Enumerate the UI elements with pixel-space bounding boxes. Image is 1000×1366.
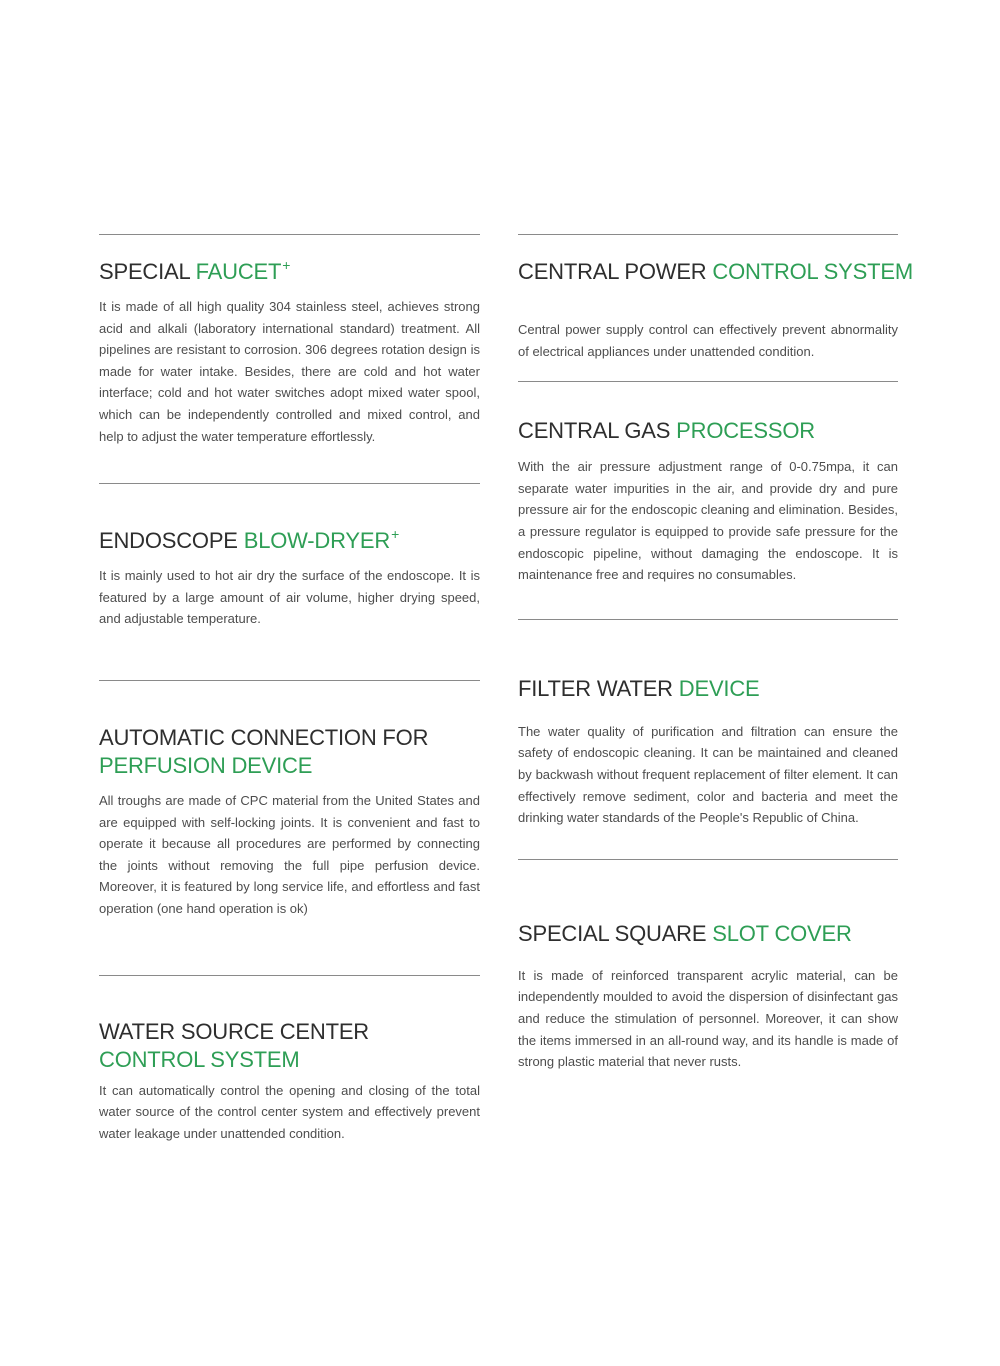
section-central-power	[518, 234, 913, 381]
section-heading	[99, 724, 480, 780]
section-heading	[99, 527, 480, 557]
section-heading-green: FAUCET	[195, 259, 282, 284]
divider	[518, 234, 898, 235]
section-heading-green: PROCESSOR	[676, 418, 815, 444]
section-heading	[518, 675, 898, 703]
divider	[99, 234, 480, 235]
section-heading	[99, 1018, 480, 1074]
section-heading-green: DEVICE	[678, 675, 760, 701]
section-central-gas	[518, 381, 898, 619]
section-body: All troughs are made of CPC material from the United States and are equipped with self-locking joints. It is convenient and fast to operate it because all procedures are performed by connecting the joints without removing the full pipe perfusion device. Moreover, it is featured by long service life, and effortless and fast operation (one hand operation is ok)	[99, 792, 480, 916]
section-heading-green: PERFUSION DEVICE	[99, 752, 313, 778]
section-heading	[518, 920, 898, 948]
section-body: It is made of reinforced transparent acrylic material, can be independently moulded to avoid the dispersion of disinfectant gas and reduce the stimulation of personnel. Moreover, it can show the items immersed in an all-round way, and its handle is made of strong plastic material that never rusts.	[518, 967, 898, 1070]
heading-superscript: +	[282, 257, 291, 273]
divider	[99, 680, 480, 681]
divider	[518, 619, 898, 620]
right-column	[518, 234, 913, 1073]
section-body: Central power supply control can effectively prevent abnormality of electrical appliances under unattended condition.	[518, 322, 898, 359]
section-heading-dark: ENDOSCOPE	[99, 528, 238, 554]
section-heading-green: BLOW-DRYER	[243, 528, 391, 554]
section-heading-dark: WATER SOURCE CENTER	[99, 1018, 369, 1044]
heading-superscript: +	[391, 526, 400, 543]
section-special-square-slot-cover	[518, 859, 898, 1073]
section-body: It can automatically control the opening and closing of the total water source of the control center system and effectively prevent water leakage under unattended condition.	[99, 1082, 480, 1141]
divider	[518, 381, 898, 382]
divider	[518, 859, 898, 860]
section-heading-dark: CENTRAL GAS	[518, 418, 671, 444]
section-heading	[518, 417, 898, 445]
section-body: The water quality of purification and filtration can ensure the safety of endoscopic cleaning. It can be maintained and cleaned by backwash without frequent replacement of filter element. It can effectively remove sediment, color and bacteria and meet the drinking water standards of the People's Republic of China.	[518, 723, 898, 826]
section-body: It is made of all high quality 304 stainless steel, achieves strong acid and alkali (laboratory international standard) treatment. All pipelines are resistant to corrosion. 306 degrees rotation design is made for water intake. Besides, there are cold and hot water interface; cold and hot water switches adopt mixed water spool, which can be independently controlled and mixed control, and help to adjust the water temperature effortlessly.	[99, 299, 480, 444]
section-automatic-connection-perfusion	[99, 680, 480, 975]
section-heading-dark: SPECIAL	[99, 259, 190, 284]
section-special-faucet	[99, 234, 480, 483]
section-heading-dark: CENTRAL POWER	[518, 259, 707, 284]
divider	[99, 975, 480, 976]
section-heading-dark: AUTOMATIC CONNECTION FOR	[99, 724, 429, 750]
section-body: With the air pressure adjustment range of 0-0.75mpa, it can separate water impurities in the air, and provide dry and pure pressure air for the endoscopic cleaning and elimination. Besides, a pressure regulator is equipped to provide safe pressure for the endoscopic pipeline, without damaging the endoscope. It is maintenance free and requires no consumables.	[518, 459, 898, 583]
section-heading-green: SLOT COVER	[712, 920, 852, 946]
section-heading-dark: SPECIAL SQUARE	[518, 920, 707, 946]
section-filter-water	[518, 619, 898, 859]
section-heading-green: CONTROL SYSTEM	[99, 1046, 300, 1072]
section-heading	[99, 258, 480, 288]
section-water-source-center	[99, 975, 480, 1145]
section-body: It is mainly used to hot air dry the surface of the endoscope. It is featured by a large amount of air volume, higher drying speed, and adjustable temperature.	[99, 568, 480, 627]
section-endoscope-blow-dryer	[99, 483, 480, 680]
section-heading-dark: FILTER WATER	[518, 675, 673, 701]
section-heading-green: CONTROL SYSTEM	[712, 259, 913, 284]
divider	[99, 483, 480, 484]
section-heading	[518, 258, 913, 286]
left-column	[99, 234, 480, 1144]
